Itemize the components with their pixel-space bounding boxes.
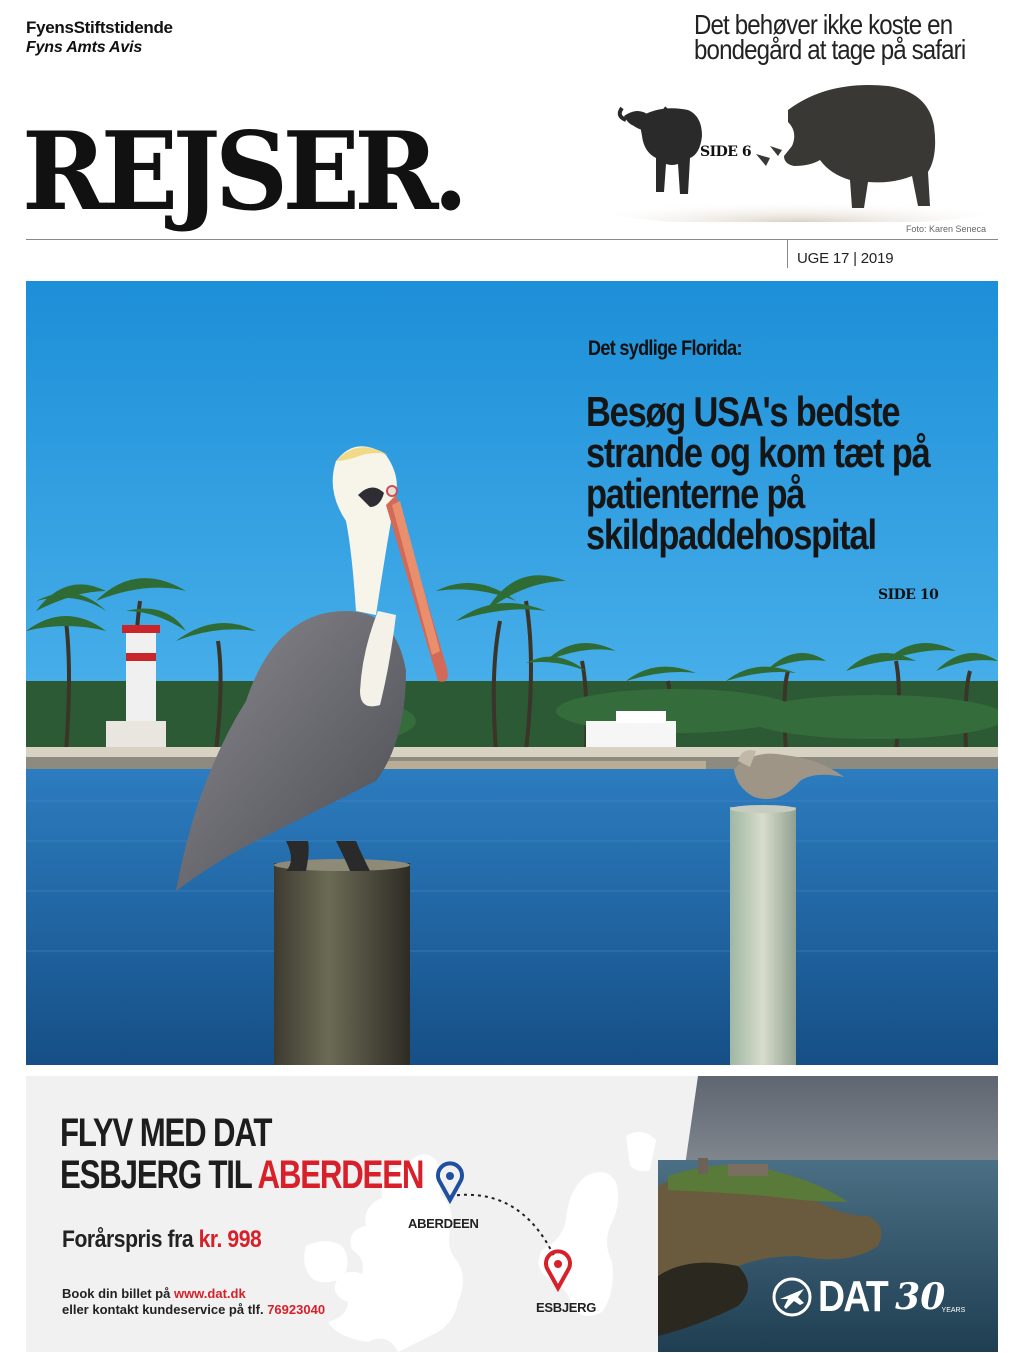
safari-teaser-text: Det behøver ikke koste en bondegård at tage på safari	[694, 9, 966, 65]
booking-link[interactable]: www.dat.dk	[173, 1286, 246, 1301]
booking-prefix: Book din billet på	[62, 1286, 174, 1301]
ad-headline-prefix: ESBJERG TIL	[60, 1153, 258, 1197]
side-reference: SIDE 10	[878, 587, 939, 603]
article-kicker: Det sydlige Florida:	[588, 337, 742, 360]
issue-label: UGE 17 | 2019	[797, 250, 894, 267]
price-prefix: Forårspris fra	[62, 1226, 199, 1253]
section-masthead: REJSER.	[22, 109, 463, 235]
service-phone[interactable]: 76923040	[267, 1302, 326, 1317]
article-headline[interactable]: Besøg USA's bedste strande og kom tæt på patienterne på skildpaddehospital	[586, 388, 930, 558]
dat-advertisement[interactable]	[26, 1076, 998, 1352]
ad-headline-line2	[60, 1154, 423, 1196]
booking-line	[62, 1286, 325, 1302]
service-line	[62, 1302, 325, 1318]
side-reference: SIDE 6	[700, 144, 752, 160]
dat-anniversary: 30	[895, 1276, 946, 1318]
brand-name: FyensStiftstidende	[26, 18, 173, 37]
dat-logo	[772, 1272, 966, 1322]
safari-animals-image	[598, 70, 990, 222]
newspaper-brand	[26, 18, 173, 57]
brand-subname: Fyns Amts Avis	[26, 39, 143, 56]
issue-divider	[787, 240, 788, 268]
ad-headline	[60, 1112, 423, 1196]
header-divider	[26, 239, 998, 240]
ad-booking-info	[62, 1286, 325, 1318]
price-value: kr. 998	[198, 1226, 262, 1253]
aberdeen-pin-icon	[438, 1144, 462, 1200]
hero-image	[26, 281, 998, 1065]
service-prefix: eller kontakt kundeservice på tlf.	[62, 1302, 268, 1317]
dat-wordmark: DAT	[818, 1272, 887, 1321]
airplane-icon	[772, 1277, 812, 1317]
city-label-esbjerg: ESBJERG	[536, 1300, 597, 1315]
photo-credit: Foto: Karen Seneca	[905, 224, 986, 234]
dat-anniversary-label: YEARS	[941, 1307, 966, 1314]
ad-headline-line1: FLYV MED DAT	[60, 1111, 272, 1155]
ad-price	[62, 1226, 261, 1254]
city-label-aberdeen: ABERDEEN	[408, 1216, 479, 1231]
ad-headline-highlight: ABERDEEN	[257, 1153, 424, 1197]
